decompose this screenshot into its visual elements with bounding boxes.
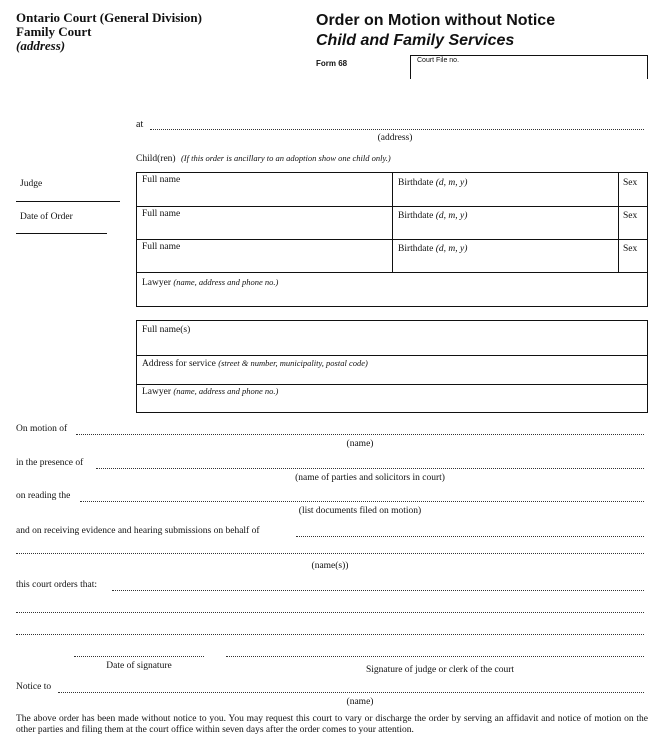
- child-sex-field[interactable]: [619, 240, 647, 272]
- form-title: Order on Motion without Notice: [316, 12, 556, 29]
- party-table: [136, 320, 648, 413]
- address-caption: (address): [377, 133, 413, 143]
- child-birthdate-field[interactable]: [393, 240, 619, 272]
- child-full-name-field[interactable]: [137, 240, 393, 272]
- party-address-field[interactable]: [137, 356, 647, 385]
- sex-label: Sex: [623, 244, 638, 254]
- party-full-names-label: Full name(s): [142, 325, 191, 335]
- reading-line[interactable]: [80, 501, 644, 502]
- child-row: [137, 240, 647, 273]
- birthdate-format: (d, m, y): [435, 178, 468, 188]
- birthdate-format: (d, m, y): [435, 244, 468, 254]
- court-address-caption: (address): [16, 38, 66, 53]
- court-line-2: Family Court: [16, 24, 92, 39]
- child-sex-field[interactable]: [619, 207, 647, 239]
- orders-label: this court orders that:: [16, 580, 97, 590]
- children-heading-note: (If this order is ancillary to an adoption show one child only.): [180, 153, 391, 163]
- form-number: Form 68: [316, 59, 348, 68]
- child-row: [137, 207, 647, 240]
- motion-caption: (name): [346, 439, 374, 449]
- judge-line[interactable]: [16, 201, 120, 202]
- orders-line-3[interactable]: [16, 634, 644, 635]
- date-of-order-line[interactable]: [16, 233, 107, 234]
- child-birthdate-field[interactable]: [393, 207, 619, 239]
- date-of-order-label: Date of Order: [20, 212, 73, 222]
- sex-label: Sex: [623, 178, 638, 188]
- notice-line[interactable]: [58, 692, 644, 693]
- birthdate-format: (d, m, y): [435, 211, 468, 221]
- party-address-note: (street & number, municipality, postal code): [218, 358, 368, 368]
- at-label: at: [136, 119, 144, 130]
- child-full-name-field[interactable]: [137, 207, 393, 239]
- children-heading-label: Child(ren): [136, 154, 176, 164]
- reading-label: on reading the: [16, 491, 71, 501]
- notice-label: Notice to: [16, 682, 52, 692]
- orders-line-2[interactable]: [16, 612, 644, 613]
- date-of-signature-caption: Date of signature: [106, 661, 172, 671]
- evidence-label: and on receiving evidence and hearing submissions on behalf of: [16, 526, 260, 536]
- party-lawyer-field[interactable]: [137, 385, 647, 412]
- judge-label: Judge: [20, 179, 43, 189]
- children-table: [136, 172, 648, 307]
- birthdate-label: Birthdate: [398, 211, 434, 221]
- children-lawyer-note: (name, address and phone no.): [173, 277, 279, 287]
- child-full-name-label: Full name: [142, 242, 181, 252]
- motion-name-line[interactable]: [76, 434, 644, 435]
- children-lawyer-field[interactable]: [137, 273, 647, 306]
- motion-label: On motion of: [16, 424, 68, 434]
- party-lawyer-note: (name, address and phone no.): [173, 386, 279, 396]
- court-file-label: Court File no.: [417, 57, 460, 64]
- child-sex-field[interactable]: [619, 173, 647, 206]
- children-lawyer-label: Lawyer: [142, 278, 172, 288]
- child-birthdate-field[interactable]: [393, 173, 619, 206]
- court-line-1: Ontario Court (General Division): [16, 10, 202, 25]
- sex-label: Sex: [623, 211, 638, 221]
- presence-label: in the presence of: [16, 458, 84, 468]
- party-address-label: Address for service: [142, 359, 216, 369]
- birthdate-label: Birthdate: [398, 244, 434, 254]
- date-of-signature-line[interactable]: [74, 656, 204, 657]
- child-row: [137, 173, 647, 207]
- child-full-name-label: Full name: [142, 175, 181, 185]
- reading-caption: (list documents filed on motion): [298, 506, 422, 516]
- judge-signature-line[interactable]: [226, 656, 644, 657]
- birthdate-label: Birthdate: [398, 178, 434, 188]
- child-full-name-label: Full name: [142, 209, 181, 219]
- form-subtitle: Child and Family Services: [316, 32, 515, 49]
- evidence-line-2[interactable]: [16, 553, 644, 554]
- party-lawyer-label: Lawyer: [142, 387, 172, 397]
- presence-line[interactable]: [96, 468, 644, 469]
- judge-signature-caption: Signature of judge or clerk of the court: [366, 665, 514, 675]
- evidence-line-1[interactable]: [296, 536, 644, 537]
- court-file-box[interactable]: [410, 55, 648, 79]
- notice-caption: (name): [346, 697, 374, 707]
- footer-notice-text: The above order has been made without notice to you. You may request this court to vary or discharge the order by serving an affidavit and notice of motion on the other parties and filing them at the court office within seven days after the order comes to your attention.: [16, 714, 648, 735]
- evidence-caption: (name(s)): [311, 561, 349, 571]
- child-full-name-field[interactable]: [137, 173, 393, 206]
- orders-line-1[interactable]: [112, 590, 644, 591]
- court-name: [16, 11, 202, 53]
- children-heading: [136, 153, 391, 164]
- party-full-names-field[interactable]: [137, 321, 647, 356]
- address-line[interactable]: [150, 129, 644, 130]
- presence-caption: (name of parties and solicitors in court): [295, 473, 445, 483]
